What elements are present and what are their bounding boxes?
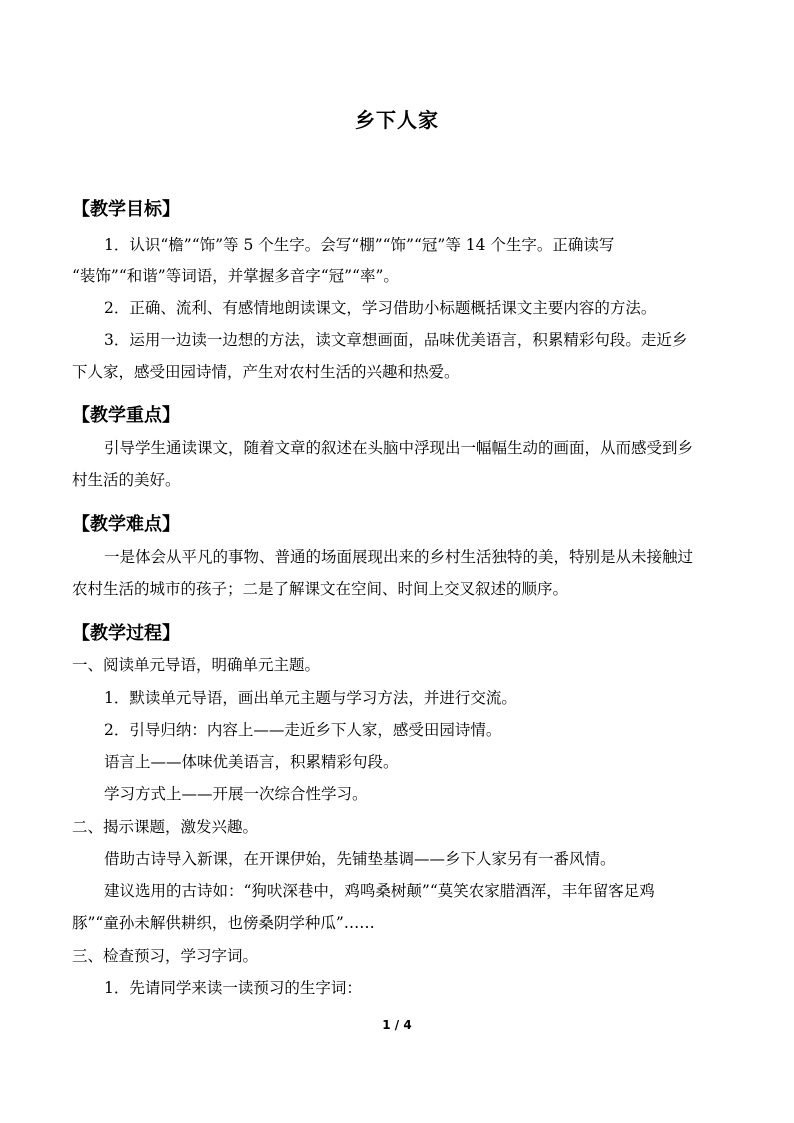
paragraph-line: 一、阅读单元导语，明确单元主题。 <box>72 656 321 674</box>
paragraph-line: 2．引导归纳：内容上——走近乡下人家，感受田园诗情。 <box>104 721 502 739</box>
paragraph-line: 二、揭示课题，激发兴趣。 <box>72 818 259 836</box>
paragraph-line: 农村生活的城市的孩子；二是了解课文在空间、时间上交叉叙述的顺序。 <box>72 580 569 598</box>
page-number: 1 / 4 <box>382 1018 412 1032</box>
section-heading-process: 【教学过程】 <box>72 623 180 644</box>
paragraph-line: 村生活的美好。 <box>72 471 181 489</box>
paragraph-line: 学习方式上——开展一次综合性学习。 <box>104 785 368 803</box>
paragraph-line: 引导学生通读课文，随着文章的叙述在头脑中浮现出一幅幅生动的画面，从而感受到乡 <box>104 439 694 457</box>
paragraph-line: 语言上——体味优美语言，积累精彩句段。 <box>104 753 399 771</box>
paragraph-line: 2．正确、流利、有感情地朗读课文，学习借助小标题概括课文主要内容的方法。 <box>104 299 657 317</box>
paragraph-line: 一是体会从平凡的事物、普通的场面展现出来的乡村生活独特的美，特别是从未接触过 <box>104 548 694 566</box>
paragraph-line: 借助古诗导入新课，在开课伊始，先铺垫基调——乡下人家另有一番风情。 <box>104 850 616 868</box>
paragraph-line: “装饰”“和谐”等词语，并掌握多音字“冠”“率”。 <box>72 267 399 285</box>
paragraph-line: 下人家，感受田园诗情，产生对农村生活的兴趣和热爱。 <box>72 363 460 381</box>
paragraph-line: 1．先请同学来读一读预习的生字词： <box>104 979 362 997</box>
paragraph-line: 三、检查预习，学习字词。 <box>72 947 259 965</box>
paragraph-line: 建议选用的古诗如：“狗吠深巷中，鸡鸣桑树颠”“莫笑农家腊酒浑，丰年留客足鸡 <box>104 882 655 900</box>
section-heading-goals: 【教学目标】 <box>72 199 180 220</box>
paragraph-line: 豚”“童孙未解供耕织，也傍桑阴学种瓜”…… <box>72 914 375 932</box>
section-heading-key: 【教学重点】 <box>72 405 180 426</box>
paragraph-line: 1．默读单元导语，画出单元主题与学习方法，并进行交流。 <box>104 689 517 707</box>
section-heading-difficulty: 【教学难点】 <box>72 514 180 535</box>
paragraph-line: 3．运用一边读一边想的方法，读文章想画面，品味优美语言，积累精彩句段。走近乡 <box>104 331 688 349</box>
paragraph-line: 1．认识“檐”“饰”等 5 个生字。会写“棚”“饰”“冠”等 14 个生字。正确读写 <box>104 236 615 254</box>
document-title: 乡下人家 <box>355 108 439 132</box>
